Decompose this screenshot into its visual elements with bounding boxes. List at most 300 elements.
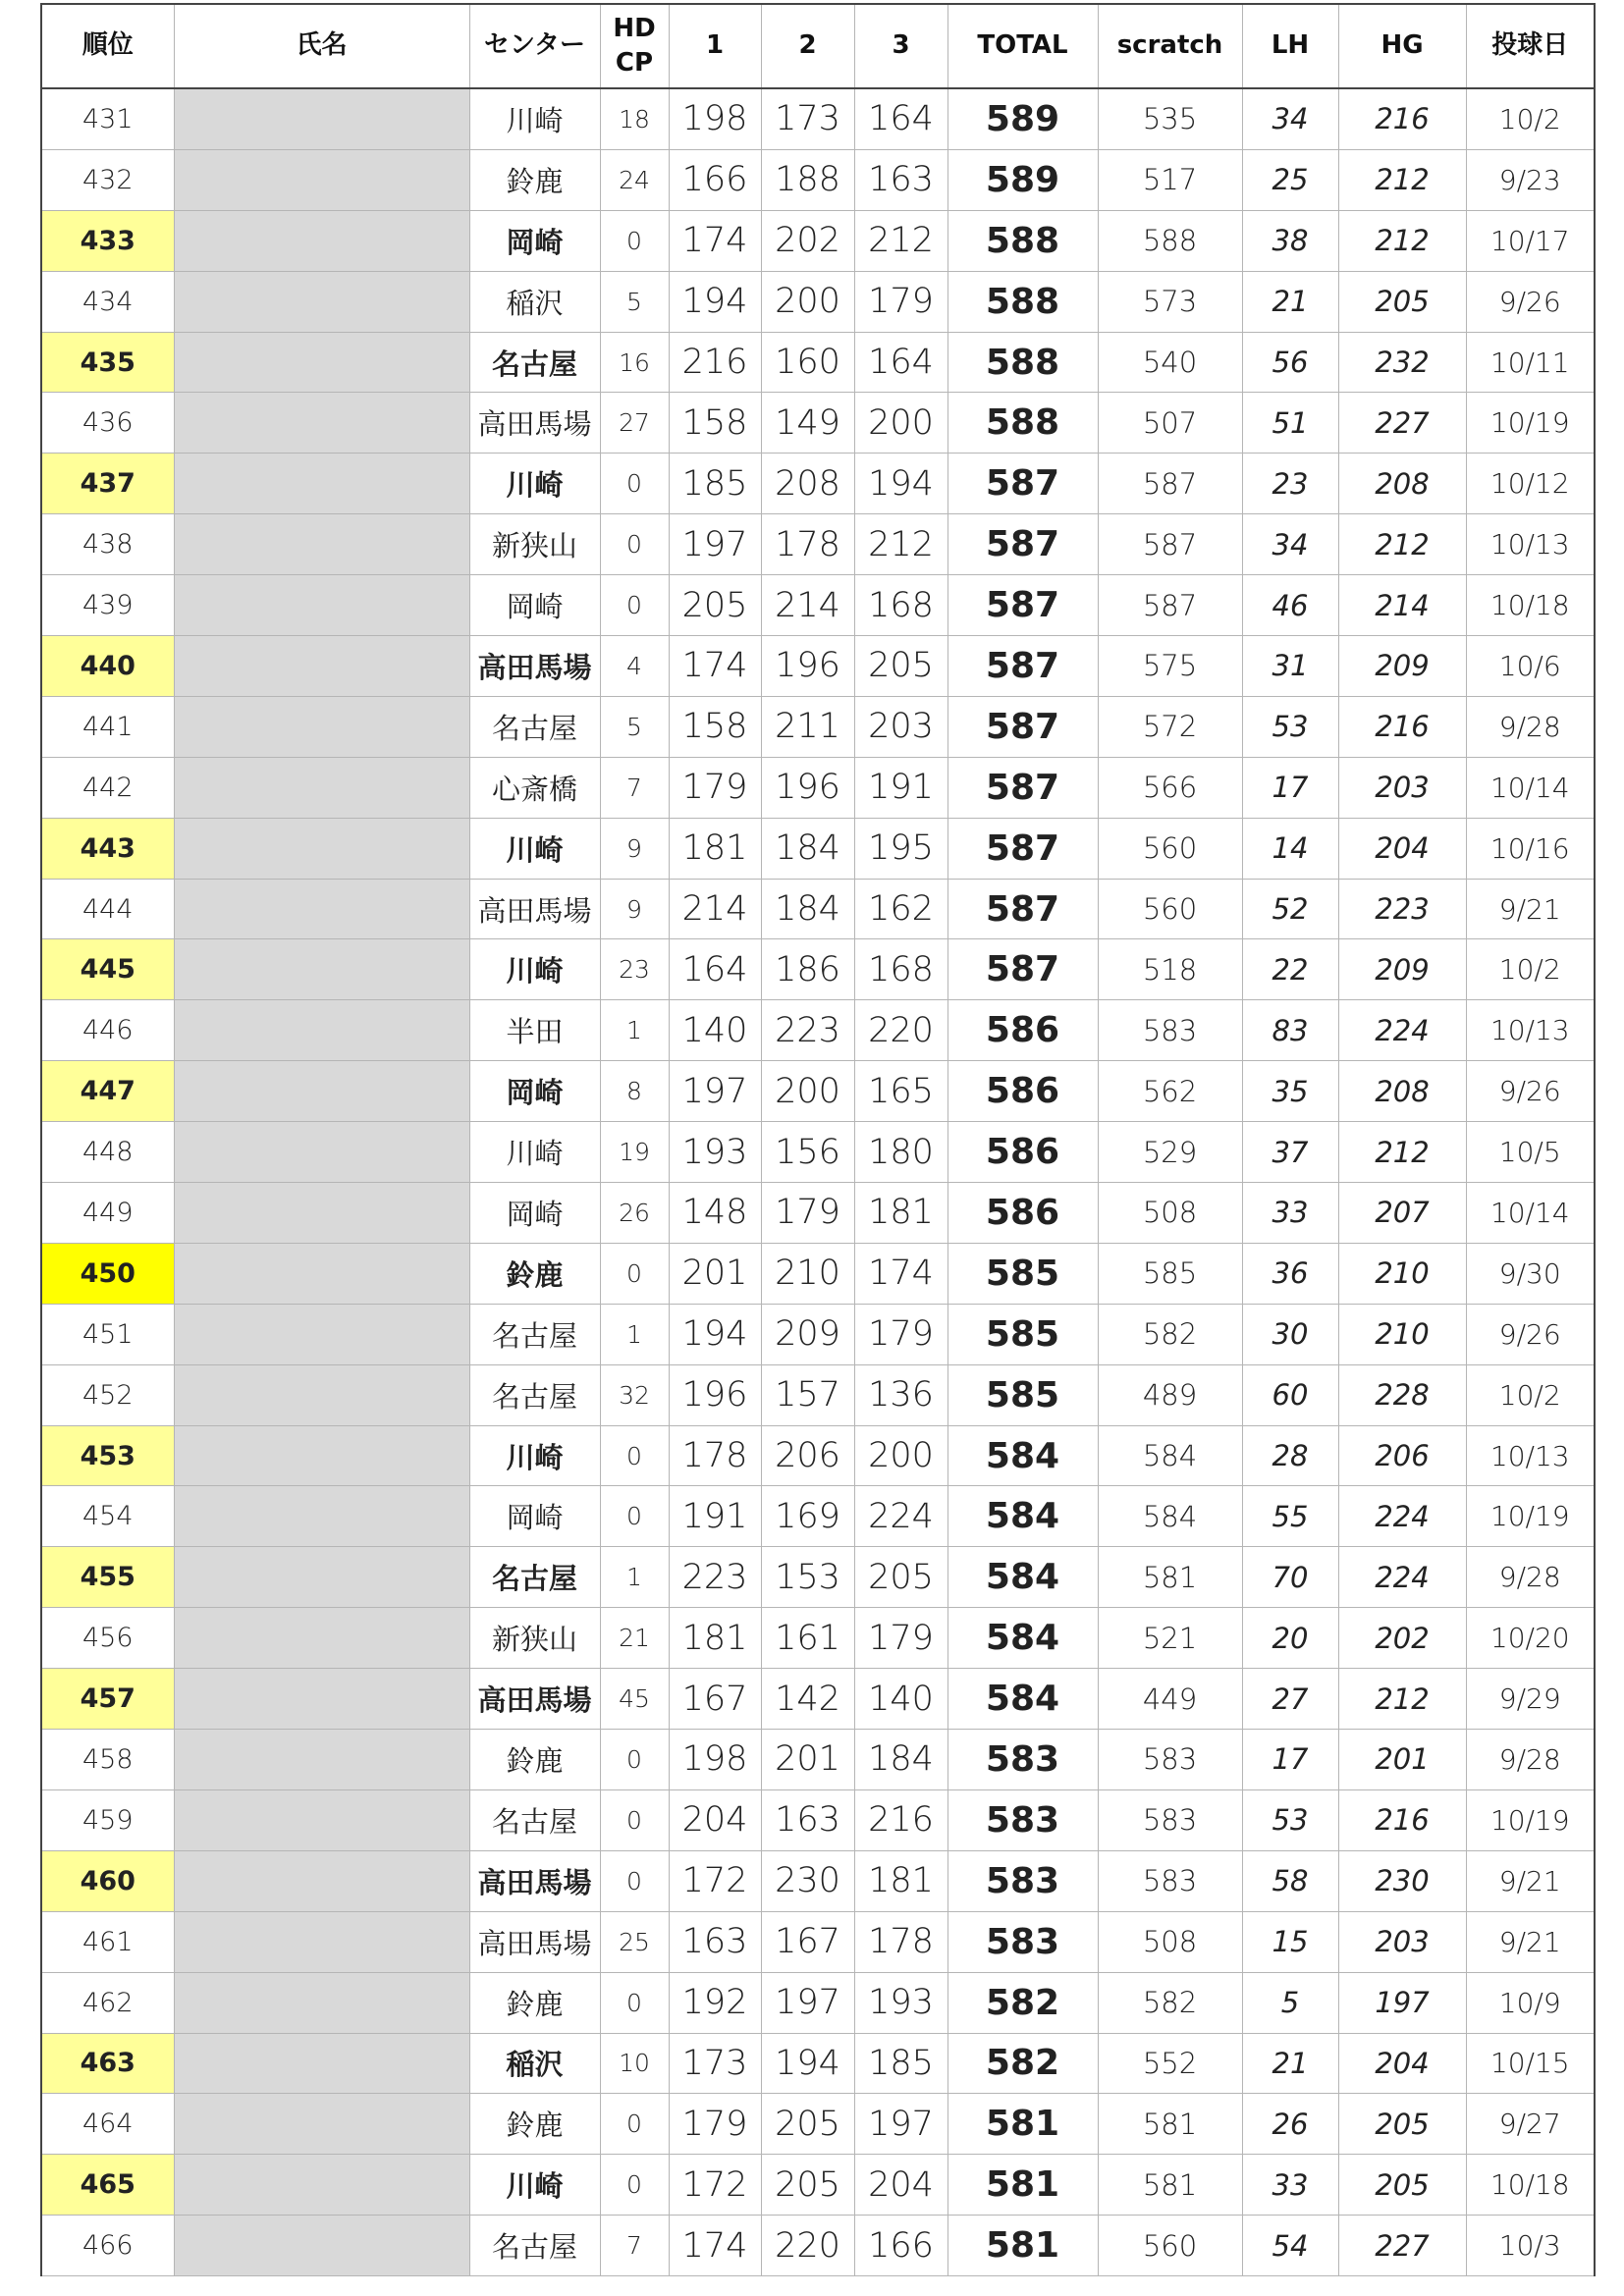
scratch-cell: 489 xyxy=(1098,1364,1242,1425)
center-cell: 川崎 xyxy=(469,939,600,1000)
game-1-cell: 174 xyxy=(669,210,761,271)
hg-cell: 206 xyxy=(1338,1425,1466,1486)
game-2-cell: 188 xyxy=(761,149,854,210)
game-3-cell: 193 xyxy=(854,1972,947,2033)
hdcp-cell: 1 xyxy=(600,1000,669,1061)
game-1-cell: 158 xyxy=(669,696,761,757)
lh-cell: 15 xyxy=(1242,1911,1338,1972)
game-1-cell: 172 xyxy=(669,1850,761,1911)
game-2-cell: 156 xyxy=(761,1122,854,1183)
scratch-cell: 587 xyxy=(1098,454,1242,514)
scratch-cell: 535 xyxy=(1098,88,1242,149)
date-cell: 9/30 xyxy=(1466,1243,1595,1304)
hg-cell: 209 xyxy=(1338,636,1466,697)
table-row xyxy=(41,271,1595,332)
rank-cell: 444 xyxy=(41,879,174,939)
game-1-cell: 201 xyxy=(669,1243,761,1304)
game-1-cell: 140 xyxy=(669,1000,761,1061)
scratch-cell: 583 xyxy=(1098,1789,1242,1850)
center-cell: 名古屋 xyxy=(469,2216,600,2276)
center-cell: 稲沢 xyxy=(469,2033,600,2094)
date-cell: 9/21 xyxy=(1466,879,1595,939)
game-2-cell: 184 xyxy=(761,879,854,939)
scratch-cell: 517 xyxy=(1098,149,1242,210)
game-3-cell: 197 xyxy=(854,2094,947,2155)
game-2-cell: 230 xyxy=(761,1850,854,1911)
rank-cell: 432 xyxy=(41,149,174,210)
name-cell xyxy=(174,2033,469,2094)
game-3-cell: 205 xyxy=(854,1547,947,1608)
hg-cell: 210 xyxy=(1338,1243,1466,1304)
game-3-cell: 185 xyxy=(854,2033,947,2094)
date-cell: 10/2 xyxy=(1466,939,1595,1000)
scratch-cell: 562 xyxy=(1098,1061,1242,1122)
rank-cell: 441 xyxy=(41,696,174,757)
game-3-cell: 179 xyxy=(854,1304,947,1364)
total-cell: 582 xyxy=(947,1972,1098,2033)
rank-cell: 436 xyxy=(41,393,174,454)
center-cell: 名古屋 xyxy=(469,1364,600,1425)
name-cell xyxy=(174,1972,469,2033)
name-cell xyxy=(174,149,469,210)
rank-cell: 451 xyxy=(41,1304,174,1364)
game-3-cell: 191 xyxy=(854,757,947,818)
lh-cell: 60 xyxy=(1242,1364,1338,1425)
rank-cell: 443 xyxy=(41,818,174,879)
scratch-cell: 507 xyxy=(1098,393,1242,454)
game-3-cell: 220 xyxy=(854,1000,947,1061)
date-cell: 10/6 xyxy=(1466,636,1595,697)
total-cell: 588 xyxy=(947,210,1098,271)
game-3-cell: 194 xyxy=(854,454,947,514)
center-cell: 名古屋 xyxy=(469,332,600,393)
hg-cell: 224 xyxy=(1338,1000,1466,1061)
lh-cell: 35 xyxy=(1242,1061,1338,1122)
hg-cell: 205 xyxy=(1338,2094,1466,2155)
name-cell xyxy=(174,514,469,575)
game-2-cell: 223 xyxy=(761,1000,854,1061)
name-cell xyxy=(174,1243,469,1304)
rank-cell: 461 xyxy=(41,1911,174,1972)
hdcp-cell: 27 xyxy=(600,393,669,454)
hdcp-cell: 23 xyxy=(600,939,669,1000)
name-cell xyxy=(174,393,469,454)
table-row xyxy=(41,210,1595,271)
rank-cell: 446 xyxy=(41,1000,174,1061)
center-cell: 高田馬場 xyxy=(469,1850,600,1911)
center-cell: 川崎 xyxy=(469,454,600,514)
lh-cell: 70 xyxy=(1242,1547,1338,1608)
game-1-cell: 214 xyxy=(669,879,761,939)
date-cell: 9/21 xyxy=(1466,1911,1595,1972)
header-total: TOTAL xyxy=(947,4,1098,88)
date-cell: 10/18 xyxy=(1466,575,1595,636)
rank-cell: 445 xyxy=(41,939,174,1000)
game-1-cell: 194 xyxy=(669,271,761,332)
total-cell: 586 xyxy=(947,1183,1098,1244)
header-hdcp xyxy=(600,4,669,88)
center-cell: 心斎橋 xyxy=(469,757,600,818)
scratch-cell: 529 xyxy=(1098,1122,1242,1183)
lh-cell: 28 xyxy=(1242,1425,1338,1486)
table-row xyxy=(41,818,1595,879)
name-cell xyxy=(174,1183,469,1244)
scratch-cell: 587 xyxy=(1098,575,1242,636)
game-2-cell: 206 xyxy=(761,1425,854,1486)
hdcp-cell: 45 xyxy=(600,1669,669,1730)
table-row xyxy=(41,2033,1595,2094)
hg-cell: 208 xyxy=(1338,1061,1466,1122)
scratch-cell: 560 xyxy=(1098,818,1242,879)
game-2-cell: 169 xyxy=(761,1486,854,1547)
scratch-cell: 566 xyxy=(1098,757,1242,818)
rank-cell: 447 xyxy=(41,1061,174,1122)
date-cell: 10/14 xyxy=(1466,1183,1595,1244)
hg-cell: 228 xyxy=(1338,1364,1466,1425)
center-cell: 鈴鹿 xyxy=(469,1243,600,1304)
total-cell: 581 xyxy=(947,2155,1098,2216)
date-cell: 10/19 xyxy=(1466,1486,1595,1547)
name-cell xyxy=(174,1486,469,1547)
hdcp-cell: 9 xyxy=(600,818,669,879)
name-cell xyxy=(174,1425,469,1486)
hdcp-cell: 5 xyxy=(600,696,669,757)
game-3-cell: 204 xyxy=(854,2155,947,2216)
rank-cell: 433 xyxy=(41,210,174,271)
game-1-cell: 166 xyxy=(669,149,761,210)
name-cell xyxy=(174,1547,469,1608)
scratch-cell: 572 xyxy=(1098,696,1242,757)
game-1-cell: 192 xyxy=(669,1972,761,2033)
total-cell: 586 xyxy=(947,1000,1098,1061)
table-row xyxy=(41,1608,1595,1669)
table-row xyxy=(41,1000,1595,1061)
scratch-cell: 449 xyxy=(1098,1669,1242,1730)
total-cell: 584 xyxy=(947,1547,1098,1608)
game-3-cell: 165 xyxy=(854,1061,947,1122)
hg-cell: 203 xyxy=(1338,1911,1466,1972)
total-cell: 587 xyxy=(947,879,1098,939)
hg-cell: 204 xyxy=(1338,2033,1466,2094)
lh-cell: 56 xyxy=(1242,332,1338,393)
lh-cell: 22 xyxy=(1242,939,1338,1000)
hdcp-cell: 0 xyxy=(600,454,669,514)
rank-cell: 456 xyxy=(41,1608,174,1669)
lh-cell: 17 xyxy=(1242,757,1338,818)
scratch-cell: 573 xyxy=(1098,271,1242,332)
lh-cell: 83 xyxy=(1242,1000,1338,1061)
game-2-cell: 202 xyxy=(761,210,854,271)
game-2-cell: 153 xyxy=(761,1547,854,1608)
rank-cell: 454 xyxy=(41,1486,174,1547)
center-cell: 高田馬場 xyxy=(469,879,600,939)
lh-cell: 37 xyxy=(1242,1122,1338,1183)
rank-cell: 466 xyxy=(41,2216,174,2276)
game-2-cell: 161 xyxy=(761,1608,854,1669)
game-3-cell: 163 xyxy=(854,149,947,210)
center-cell: 岡崎 xyxy=(469,575,600,636)
table-row xyxy=(41,757,1595,818)
table-row xyxy=(41,2155,1595,2216)
rank-cell: 459 xyxy=(41,1789,174,1850)
name-cell xyxy=(174,1730,469,1790)
game-1-cell: 179 xyxy=(669,757,761,818)
lh-cell: 5 xyxy=(1242,1972,1338,2033)
center-cell: 名古屋 xyxy=(469,1789,600,1850)
date-cell: 9/29 xyxy=(1466,1669,1595,1730)
scratch-cell: 583 xyxy=(1098,1730,1242,1790)
hg-cell: 232 xyxy=(1338,332,1466,393)
center-cell: 高田馬場 xyxy=(469,1911,600,1972)
lh-cell: 55 xyxy=(1242,1486,1338,1547)
lh-cell: 31 xyxy=(1242,636,1338,697)
center-cell: 新狭山 xyxy=(469,1608,600,1669)
game-1-cell: 204 xyxy=(669,1789,761,1850)
hg-cell: 205 xyxy=(1338,271,1466,332)
date-cell: 10/19 xyxy=(1466,1789,1595,1850)
hdcp-cell: 26 xyxy=(600,1183,669,1244)
scratch-cell: 581 xyxy=(1098,2155,1242,2216)
lh-cell: 36 xyxy=(1242,1243,1338,1304)
lh-cell: 21 xyxy=(1242,271,1338,332)
table-row xyxy=(41,1911,1595,1972)
hg-cell: 216 xyxy=(1338,1789,1466,1850)
hg-cell: 212 xyxy=(1338,1122,1466,1183)
lh-cell: 25 xyxy=(1242,149,1338,210)
game-3-cell: 179 xyxy=(854,271,947,332)
rank-cell: 439 xyxy=(41,575,174,636)
total-cell: 587 xyxy=(947,757,1098,818)
lh-cell: 53 xyxy=(1242,696,1338,757)
game-1-cell: 163 xyxy=(669,1911,761,1972)
total-cell: 581 xyxy=(947,2216,1098,2276)
game-2-cell: 163 xyxy=(761,1789,854,1850)
table-row xyxy=(41,1850,1595,1911)
name-cell xyxy=(174,818,469,879)
date-cell: 10/9 xyxy=(1466,1972,1595,2033)
name-cell xyxy=(174,332,469,393)
center-cell: 川崎 xyxy=(469,818,600,879)
header-center: センター xyxy=(469,4,600,88)
table-row xyxy=(41,332,1595,393)
lh-cell: 17 xyxy=(1242,1730,1338,1790)
center-cell: 鈴鹿 xyxy=(469,2094,600,2155)
table-row xyxy=(41,1669,1595,1730)
hdcp-cell: 18 xyxy=(600,88,669,149)
total-cell: 589 xyxy=(947,88,1098,149)
hdcp-cell: 10 xyxy=(600,2033,669,2094)
header-game-1: 1 xyxy=(669,4,761,88)
hdcp-cell: 16 xyxy=(600,332,669,393)
date-cell: 9/28 xyxy=(1466,1547,1595,1608)
hdcp-cell: 24 xyxy=(600,149,669,210)
scratch-cell: 582 xyxy=(1098,1304,1242,1364)
table-row xyxy=(41,1486,1595,1547)
hg-cell: 208 xyxy=(1338,454,1466,514)
table-row xyxy=(41,1304,1595,1364)
name-cell xyxy=(174,575,469,636)
center-cell: 鈴鹿 xyxy=(469,1972,600,2033)
game-1-cell: 181 xyxy=(669,1608,761,1669)
game-3-cell: 181 xyxy=(854,1850,947,1911)
hg-cell: 212 xyxy=(1338,514,1466,575)
game-1-cell: 181 xyxy=(669,818,761,879)
total-cell: 586 xyxy=(947,1122,1098,1183)
header-game-2: 2 xyxy=(761,4,854,88)
header-row xyxy=(41,4,1595,88)
game-3-cell: 212 xyxy=(854,210,947,271)
rank-cell: 458 xyxy=(41,1730,174,1790)
table-row xyxy=(41,575,1595,636)
hdcp-cell: 0 xyxy=(600,1789,669,1850)
game-2-cell: 160 xyxy=(761,332,854,393)
hg-cell: 216 xyxy=(1338,88,1466,149)
game-3-cell: 164 xyxy=(854,332,947,393)
date-cell: 9/23 xyxy=(1466,149,1595,210)
rank-cell: 450 xyxy=(41,1243,174,1304)
game-1-cell: 196 xyxy=(669,1364,761,1425)
game-1-cell: 198 xyxy=(669,1730,761,1790)
header-rank: 順位 xyxy=(41,4,174,88)
lh-cell: 53 xyxy=(1242,1789,1338,1850)
hdcp-cell: 4 xyxy=(600,636,669,697)
total-cell: 587 xyxy=(947,636,1098,697)
date-cell: 10/13 xyxy=(1466,1425,1595,1486)
game-2-cell: 220 xyxy=(761,2216,854,2276)
name-cell xyxy=(174,1000,469,1061)
hdcp-cell: 0 xyxy=(600,1972,669,2033)
name-cell xyxy=(174,1304,469,1364)
date-cell: 10/5 xyxy=(1466,1122,1595,1183)
rank-cell: 464 xyxy=(41,2094,174,2155)
hg-cell: 230 xyxy=(1338,1850,1466,1911)
hdcp-cell: 21 xyxy=(600,1608,669,1669)
game-1-cell: 164 xyxy=(669,939,761,1000)
hg-cell: 197 xyxy=(1338,1972,1466,2033)
rank-cell: 440 xyxy=(41,636,174,697)
game-3-cell: 178 xyxy=(854,1911,947,1972)
game-1-cell: 173 xyxy=(669,2033,761,2094)
game-1-cell: 172 xyxy=(669,2155,761,2216)
rank-cell: 437 xyxy=(41,454,174,514)
total-cell: 583 xyxy=(947,1789,1098,1850)
center-cell: 高田馬場 xyxy=(469,636,600,697)
scratch-cell: 588 xyxy=(1098,210,1242,271)
total-cell: 585 xyxy=(947,1243,1098,1304)
game-1-cell: 194 xyxy=(669,1304,761,1364)
scratch-cell: 540 xyxy=(1098,332,1242,393)
lh-cell: 51 xyxy=(1242,393,1338,454)
hg-cell: 203 xyxy=(1338,757,1466,818)
game-2-cell: 179 xyxy=(761,1183,854,1244)
scratch-cell: 584 xyxy=(1098,1425,1242,1486)
name-cell xyxy=(174,757,469,818)
hdcp-cell: 0 xyxy=(600,210,669,271)
table-row xyxy=(41,454,1595,514)
total-cell: 581 xyxy=(947,2094,1098,2155)
center-cell: 名古屋 xyxy=(469,1547,600,1608)
total-cell: 583 xyxy=(947,1730,1098,1790)
rank-cell: 452 xyxy=(41,1364,174,1425)
game-3-cell: 181 xyxy=(854,1183,947,1244)
hdcp-cell: 19 xyxy=(600,1122,669,1183)
rank-cell: 465 xyxy=(41,2155,174,2216)
scratch-cell: 575 xyxy=(1098,636,1242,697)
game-1-cell: 178 xyxy=(669,1425,761,1486)
game-3-cell: 205 xyxy=(854,636,947,697)
hdcp-cell: 0 xyxy=(600,1243,669,1304)
total-cell: 588 xyxy=(947,393,1098,454)
date-cell: 10/3 xyxy=(1466,2216,1595,2276)
table-row xyxy=(41,1364,1595,1425)
game-2-cell: 178 xyxy=(761,514,854,575)
lh-cell: 33 xyxy=(1242,1183,1338,1244)
hdcp-cell: 7 xyxy=(600,2216,669,2276)
center-cell: 岡崎 xyxy=(469,210,600,271)
date-cell: 10/13 xyxy=(1466,514,1595,575)
game-2-cell: 205 xyxy=(761,2094,854,2155)
header-hg: HG xyxy=(1338,4,1466,88)
lh-cell: 58 xyxy=(1242,1850,1338,1911)
name-cell xyxy=(174,2155,469,2216)
hdcp-cell: 7 xyxy=(600,757,669,818)
hg-cell: 204 xyxy=(1338,818,1466,879)
name-cell xyxy=(174,1061,469,1122)
rank-cell: 435 xyxy=(41,332,174,393)
name-cell xyxy=(174,879,469,939)
game-2-cell: 149 xyxy=(761,393,854,454)
game-2-cell: 196 xyxy=(761,757,854,818)
name-cell xyxy=(174,1911,469,1972)
hg-cell: 207 xyxy=(1338,1183,1466,1244)
ranking-table xyxy=(40,3,1596,2276)
header-game-3: 3 xyxy=(854,4,947,88)
table-row xyxy=(41,1972,1595,2033)
game-1-cell: 158 xyxy=(669,393,761,454)
game-1-cell: 185 xyxy=(669,454,761,514)
center-cell: 高田馬場 xyxy=(469,1669,600,1730)
hg-cell: 202 xyxy=(1338,1608,1466,1669)
game-2-cell: 208 xyxy=(761,454,854,514)
lh-cell: 34 xyxy=(1242,514,1338,575)
total-cell: 584 xyxy=(947,1425,1098,1486)
rank-cell: 453 xyxy=(41,1425,174,1486)
name-cell xyxy=(174,88,469,149)
scratch-cell: 508 xyxy=(1098,1911,1242,1972)
table-body xyxy=(41,88,1595,2276)
total-cell: 583 xyxy=(947,1911,1098,1972)
game-2-cell: 173 xyxy=(761,88,854,149)
game-1-cell: 198 xyxy=(669,88,761,149)
center-cell: 高田馬場 xyxy=(469,393,600,454)
game-1-cell: 167 xyxy=(669,1669,761,1730)
table-row xyxy=(41,1730,1595,1790)
hdcp-cell: 25 xyxy=(600,1911,669,1972)
game-2-cell: 205 xyxy=(761,2155,854,2216)
lh-cell: 38 xyxy=(1242,210,1338,271)
name-cell xyxy=(174,1850,469,1911)
hg-cell: 209 xyxy=(1338,939,1466,1000)
lh-cell: 21 xyxy=(1242,2033,1338,2094)
total-cell: 587 xyxy=(947,514,1098,575)
center-cell: 岡崎 xyxy=(469,1061,600,1122)
name-cell xyxy=(174,454,469,514)
date-cell: 10/20 xyxy=(1466,1608,1595,1669)
name-cell xyxy=(174,696,469,757)
game-2-cell: 142 xyxy=(761,1669,854,1730)
game-3-cell: 200 xyxy=(854,393,947,454)
hdcp-cell: 0 xyxy=(600,575,669,636)
